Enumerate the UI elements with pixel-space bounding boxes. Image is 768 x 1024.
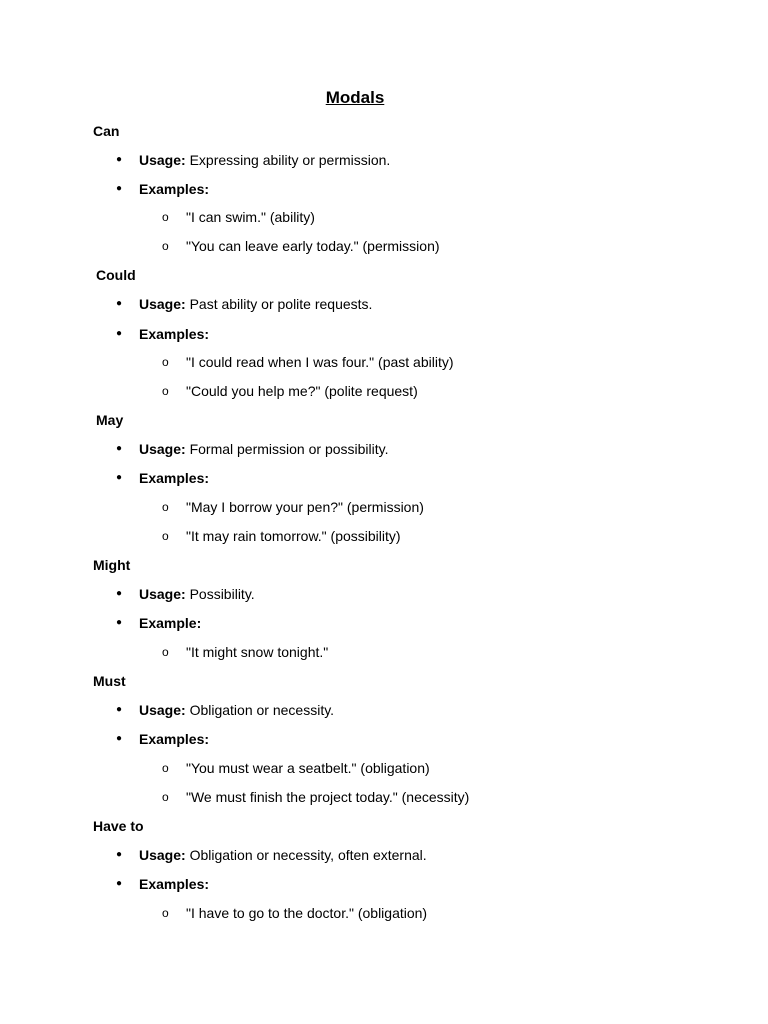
sub-bullet-icon: o [162, 355, 169, 369]
sub-bullet-icon: o [162, 529, 169, 543]
examples-line [139, 180, 209, 198]
bullet-icon: ● [116, 472, 123, 483]
section-heading: May [96, 412, 124, 428]
examples-label: Examples: [139, 731, 210, 747]
example-item: "Could you help me?" (polite request) [186, 383, 418, 399]
example-item: "I can swim." (ability) [186, 209, 315, 225]
examples-line [139, 730, 209, 748]
sub-bullet-icon: o [162, 384, 169, 398]
sub-bullet-icon: o [162, 790, 169, 804]
example-item: "May I borrow your pen?" (permission) [186, 499, 424, 515]
bullet-icon: ● [116, 183, 123, 194]
usage-line [139, 701, 334, 719]
examples-line [139, 325, 209, 343]
bullet-icon: ● [116, 878, 123, 889]
sub-bullet-icon: o [162, 239, 169, 253]
section-heading: Have to [93, 818, 144, 834]
example-item: "I could read when I was four." (past ability) [186, 354, 454, 370]
page-title: Modals [325, 88, 385, 107]
examples-line [139, 614, 201, 632]
section-heading: Can [93, 123, 120, 139]
usage-text: Obligation or necessity. [185, 702, 335, 718]
usage-text: Obligation or necessity, often external. [185, 847, 427, 863]
usage-label: Usage: [139, 702, 186, 718]
sub-bullet-icon: o [162, 210, 169, 224]
bullet-icon: ● [116, 733, 123, 744]
usage-label: Usage: [139, 152, 186, 168]
sub-bullet-icon: o [162, 906, 169, 920]
usage-text: Possibility. [185, 586, 255, 602]
example-item: "It may rain tomorrow." (possibility) [186, 528, 401, 544]
usage-line [139, 295, 372, 313]
bullet-icon: ● [116, 298, 123, 309]
examples-label: Examples: [139, 470, 210, 486]
section-heading: Might [93, 557, 131, 573]
examples-line [139, 469, 209, 487]
usage-line [139, 585, 255, 603]
bullet-icon: ● [116, 443, 123, 454]
usage-label: Usage: [139, 586, 186, 602]
section-heading: Must [93, 673, 126, 689]
bullet-icon: ● [116, 154, 123, 165]
usage-label: Usage: [139, 847, 186, 863]
sub-bullet-icon: o [162, 761, 169, 775]
example-item: "You can leave early today." (permission) [186, 238, 440, 254]
example-item: "You must wear a seatbelt." (obligation) [186, 760, 430, 776]
usage-text: Past ability or polite requests. [185, 296, 373, 312]
usage-label: Usage: [139, 296, 186, 312]
usage-line [139, 846, 427, 864]
usage-text: Expressing ability or permission. [185, 152, 391, 168]
section-heading: Could [96, 267, 136, 283]
examples-label: Examples: [139, 876, 210, 892]
sub-bullet-icon: o [162, 500, 169, 514]
bullet-icon: ● [116, 617, 123, 628]
examples-line [139, 875, 209, 893]
bullet-icon: ● [116, 849, 123, 860]
sub-bullet-icon: o [162, 645, 169, 659]
usage-line [139, 151, 390, 169]
examples-label: Example: [139, 615, 202, 631]
bullet-icon: ● [116, 328, 123, 339]
example-item: "I have to go to the doctor." (obligation) [186, 905, 428, 921]
example-item: "We must finish the project today." (necessity) [186, 789, 470, 805]
usage-label: Usage: [139, 441, 186, 457]
examples-label: Examples: [139, 326, 210, 342]
examples-label: Examples: [139, 181, 210, 197]
bullet-icon: ● [116, 704, 123, 715]
example-item: "It might snow tonight." [186, 644, 329, 660]
usage-text: Formal permission or possibility. [185, 441, 389, 457]
bullet-icon: ● [116, 588, 123, 599]
usage-line [139, 440, 388, 458]
